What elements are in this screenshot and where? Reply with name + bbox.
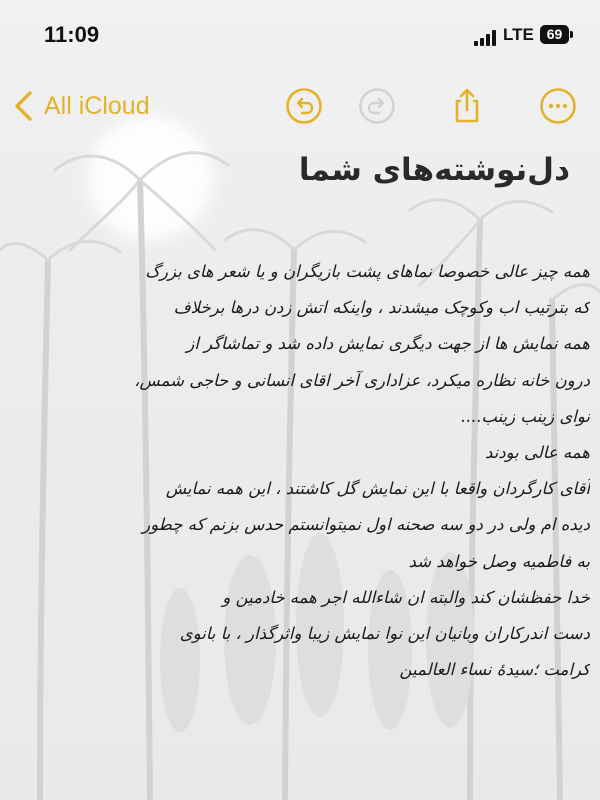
note-line: همه عالی بودند xyxy=(485,443,590,463)
note-line: خدا حفظشان کند والبته ان شاءالله اجر همه خادمین و xyxy=(222,587,590,607)
network-label: LTE xyxy=(503,25,534,44)
note-line: همه چیز عالی خصوصا نماهای پشت بازیگران و یا شعر های بزرگ xyxy=(145,262,590,281)
note-line: کرامت ؛سیدهٔ نساء العالمین xyxy=(399,660,590,680)
note-line: به فاطمیه وصل خواهد شد xyxy=(408,551,590,571)
undo-icon xyxy=(284,86,324,126)
more-icon xyxy=(538,86,578,126)
note-title: دل‌نوشته‌های شما xyxy=(298,152,570,188)
back-button[interactable] xyxy=(10,84,150,128)
redo-button[interactable] xyxy=(357,86,397,126)
note-line: آقای کارگردان واقعا با این نمایش گل کاشتند ، این همه نمایش xyxy=(165,479,590,499)
battery-icon xyxy=(540,25,569,44)
status-bar xyxy=(0,0,600,70)
signal-icon xyxy=(474,30,496,46)
battery-level: 69 xyxy=(546,26,563,42)
share-icon xyxy=(447,86,487,126)
note-line: دیده ام ولی در دو سه صحنه اول نمیتوانستم حدس بزنم که چطور xyxy=(142,515,590,535)
more-button[interactable] xyxy=(538,86,578,126)
note-line: همه نمایش ها از جهت دیگری نمایش داده شد و تماشاگر از xyxy=(186,334,590,354)
redo-icon xyxy=(357,86,397,126)
share-button[interactable] xyxy=(447,86,487,126)
note-line: درون خانه نظاره میکرد، عزاداری آخر اقای انسانی و حاجی شمس، xyxy=(134,370,590,390)
note-line: دست اندرکاران وبانیان این نوا نمایش زیبا واثرگذار ، با بانوی xyxy=(179,624,590,644)
note-line: که بترتیب اب وکوچک میشدند ، واینکه اتش زدن درها برخلاف xyxy=(173,298,590,318)
chevron-left-icon xyxy=(10,89,40,123)
battery-tip xyxy=(570,31,573,38)
note-body[interactable] xyxy=(24,254,590,688)
note-toolbar xyxy=(0,78,600,134)
status-time: 11:09 xyxy=(44,22,100,47)
note-line: نوای زینب زینب.... xyxy=(460,406,590,426)
back-label: All iCloud xyxy=(44,91,150,120)
undo-button[interactable] xyxy=(284,86,324,126)
